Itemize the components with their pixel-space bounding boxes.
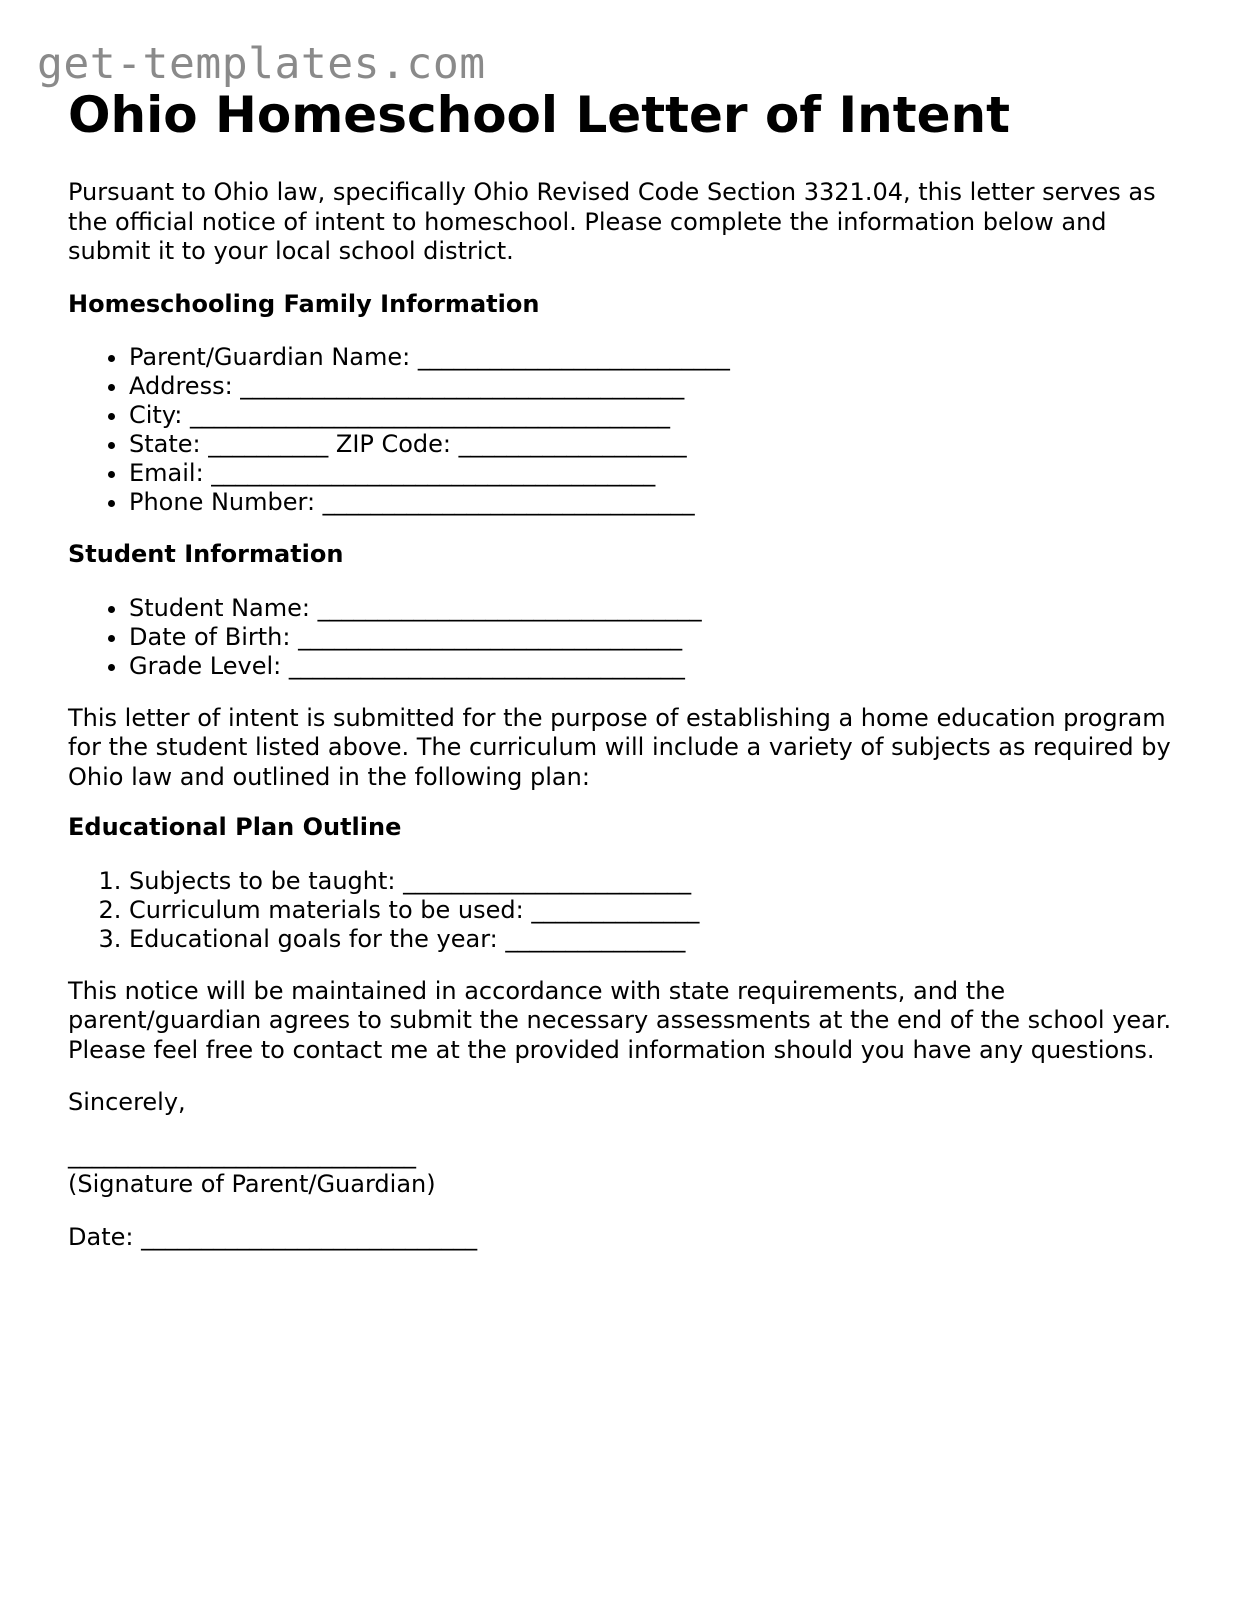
signature-caption: (Signature of Parent/Guardian) bbox=[68, 1170, 436, 1198]
plan-list bbox=[68, 867, 1188, 954]
purpose-paragraph: This letter of intent is submitted for the purpose of establishing a home education program for the student listed above. The curriculum will include a variety of subjects as required by Ohio law and outlined in the following plan: bbox=[68, 703, 1171, 791]
student-info-heading: Student Information bbox=[68, 540, 344, 568]
email-field[interactable]: • Email: _____________________________________ bbox=[129, 459, 1188, 488]
grade-level-field[interactable]: • Grade Level: _________________________________ bbox=[129, 652, 1188, 681]
subjects-field[interactable]: 1. Subjects to be taught: ________________________ bbox=[129, 867, 1188, 896]
curriculum-field[interactable]: 2. Curriculum materials to be used: ______________ bbox=[129, 896, 1188, 925]
watermark: get-templates.com bbox=[37, 39, 486, 89]
date-of-birth-field[interactable]: • Date of Birth: ________________________________ bbox=[129, 623, 1188, 652]
city-field[interactable]: • City: ________________________________________ bbox=[129, 401, 1188, 430]
goals-field[interactable]: 3. Educational goals for the year: _______________ bbox=[129, 925, 1188, 954]
plan-heading: Educational Plan Outline bbox=[68, 813, 402, 841]
date-field[interactable]: Date: ____________________________ bbox=[68, 1222, 478, 1251]
family-info-heading: Homeschooling Family Information bbox=[68, 289, 540, 318]
page-title: Ohio Homeschool Letter of Intent bbox=[68, 86, 1011, 144]
address-field[interactable]: • Address: _____________________________________ bbox=[129, 372, 1188, 401]
sincerely-text: Sincerely, bbox=[68, 1088, 186, 1116]
letter-document bbox=[68, 84, 1188, 1252]
intro-paragraph: Pursuant to Ohio law, specifically Ohio Revised Code Section 3321.04, this letter serves as the official notice of intent to homeschool. Please complete the information below and submit it to your local school district. bbox=[68, 178, 1156, 265]
student-info-list bbox=[68, 594, 1188, 681]
family-info-list bbox=[68, 343, 1188, 517]
signature-line[interactable]: _____________________________ bbox=[68, 1140, 416, 1169]
student-name-field[interactable]: • Student Name: ________________________________ bbox=[129, 594, 1188, 623]
closing-paragraph: This notice will be maintained in accordance with state requirements, and the parent/guardian agrees to submit the necessary assessments at the end of the school year. Please feel free to contact me at the provided information should you have any questions. bbox=[68, 976, 1172, 1064]
state-zip-field[interactable]: • State: __________ ZIP Code: ___________________ bbox=[129, 430, 1188, 459]
phone-field[interactable]: • Phone Number: _______________________________ bbox=[129, 488, 1188, 517]
parent-name-field[interactable]: • Parent/Guardian Name: __________________________ bbox=[129, 343, 1188, 372]
